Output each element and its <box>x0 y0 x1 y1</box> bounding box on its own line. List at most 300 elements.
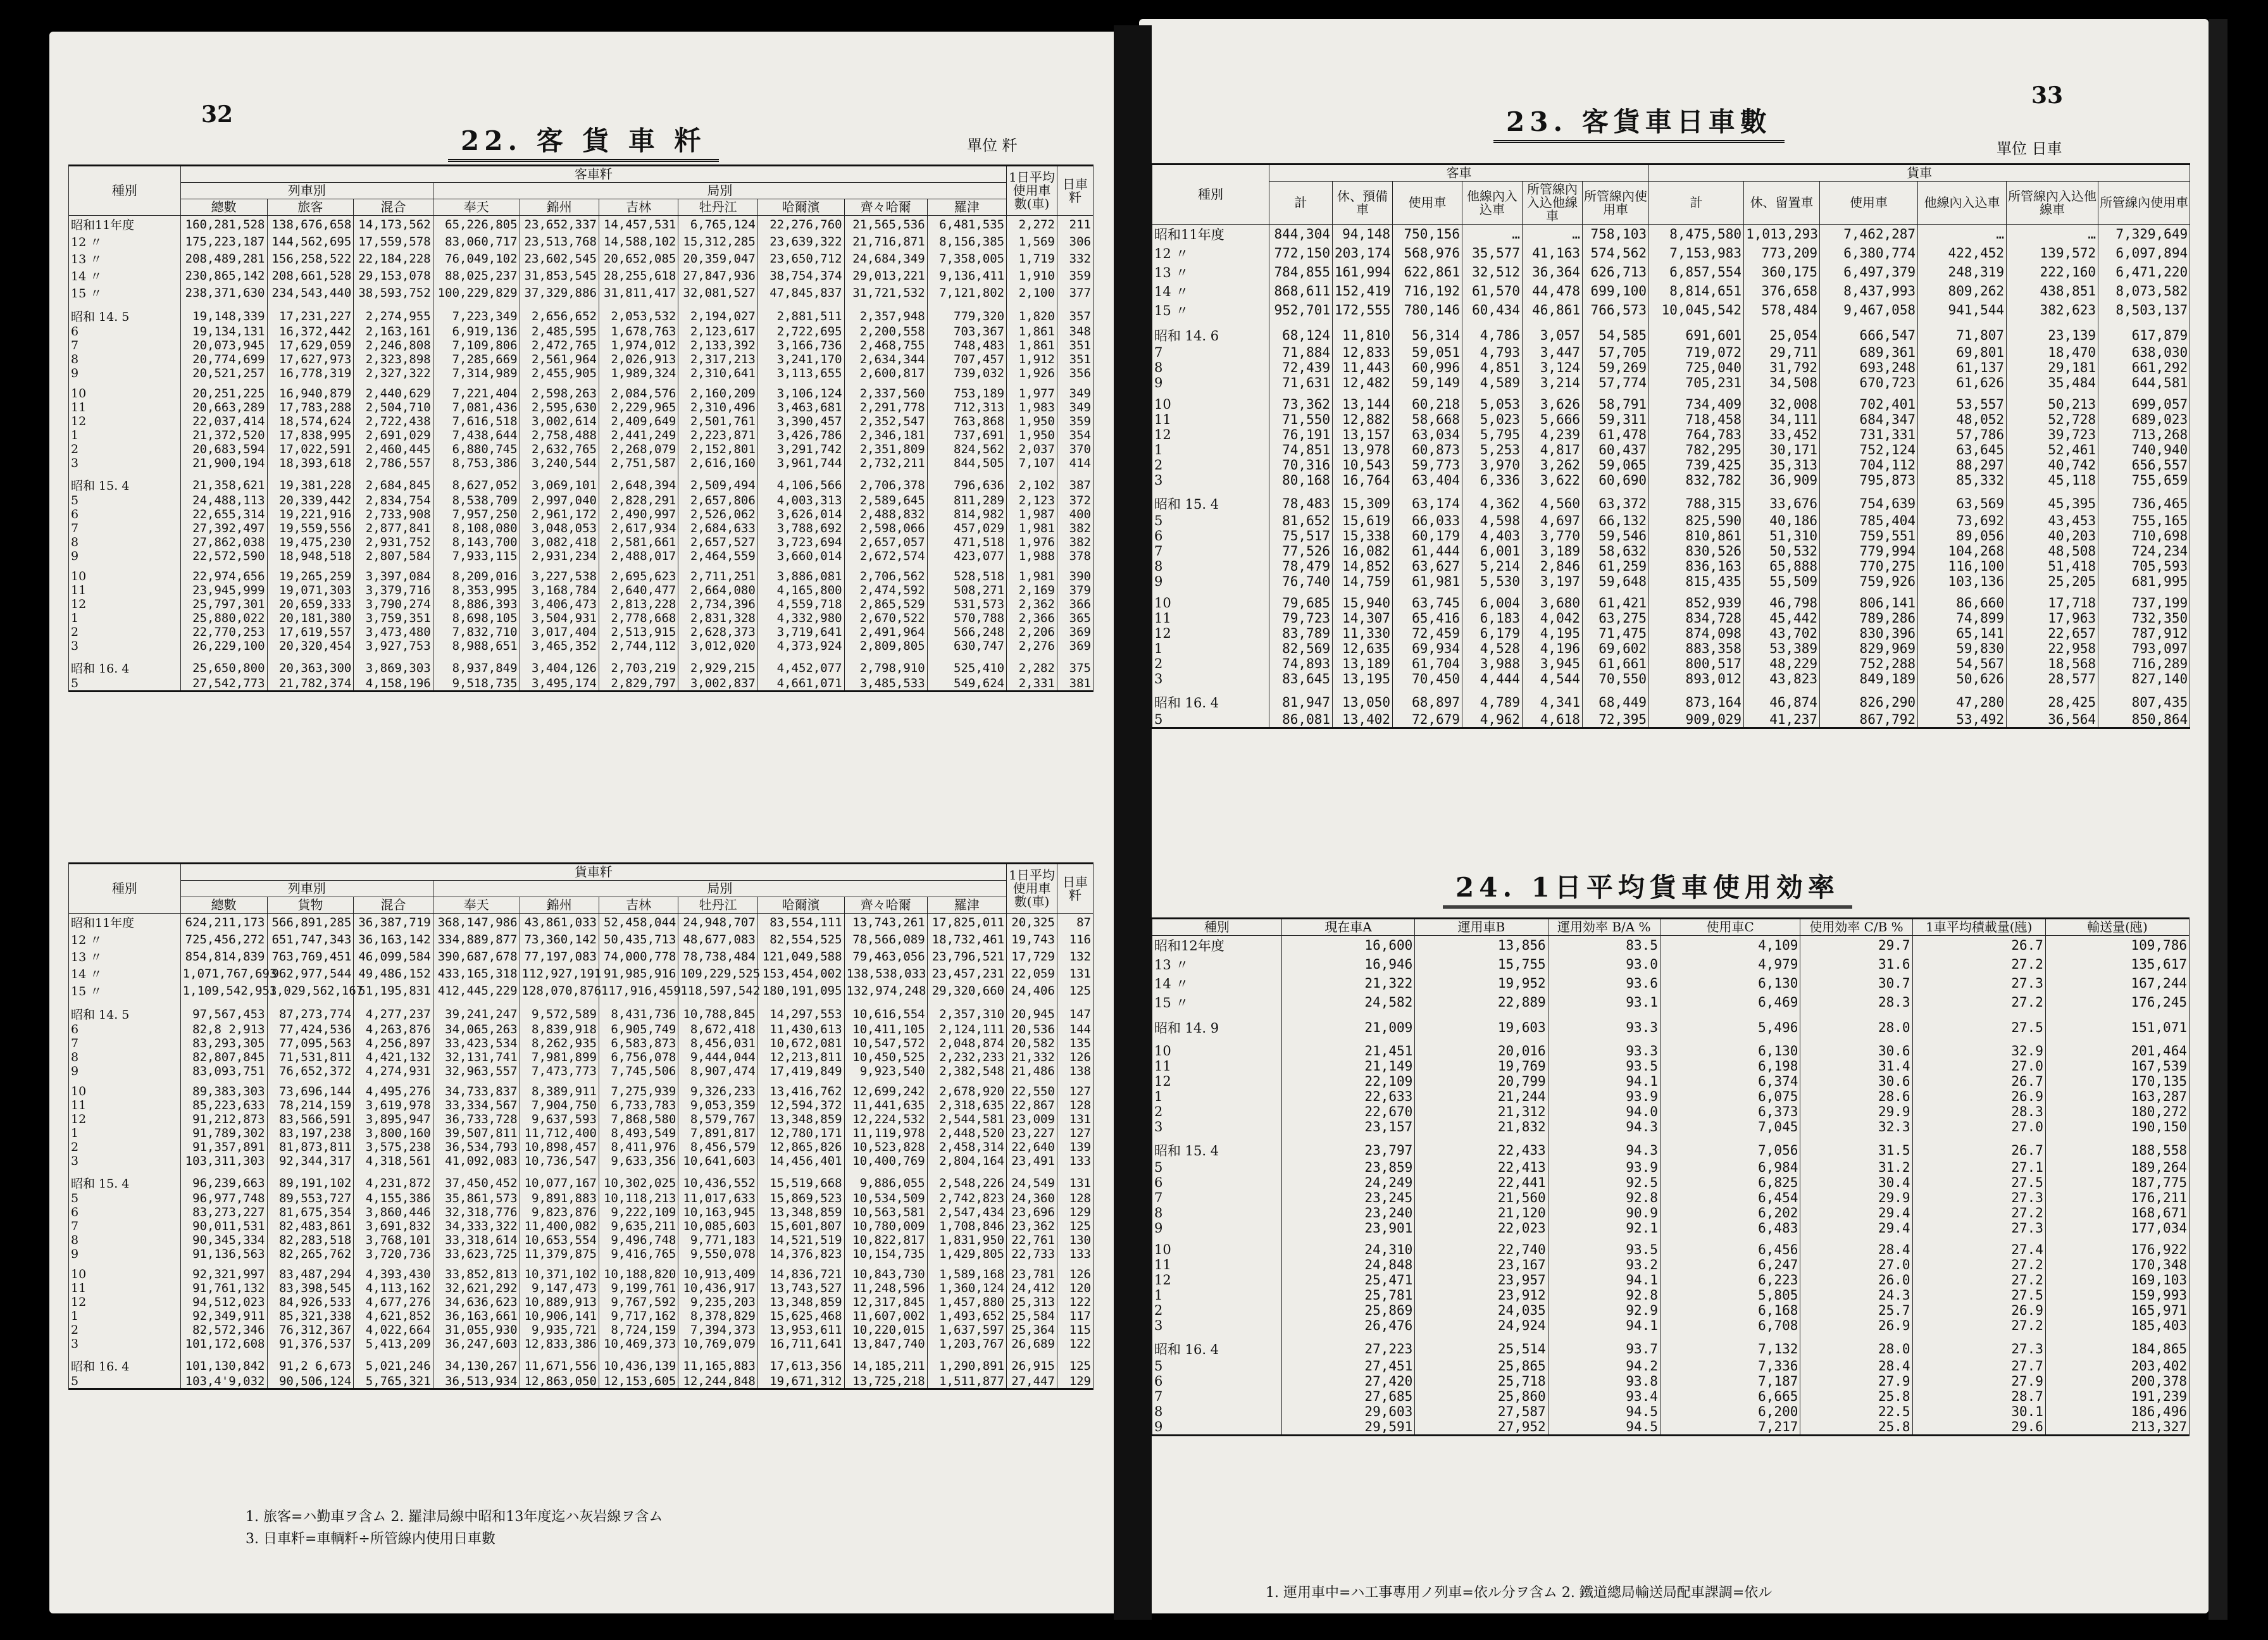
data-cell: 138,538,033 <box>844 965 927 982</box>
data-cell: 8,411,976 <box>599 1140 678 1154</box>
spacer-cell <box>1152 1236 1282 1242</box>
data-cell: 19,221,916 <box>267 507 354 521</box>
spacer-cell <box>1583 390 1649 397</box>
data-cell: 2,223,871 <box>678 428 757 442</box>
spacer-cell <box>267 470 354 476</box>
footnote-left-1: 1. 旅客=ハ勤車ヲ含ム 2. 羅津局線中昭和13年度迄ハ灰岩線ヲ含ム <box>246 1509 663 1525</box>
data-cell: 6,179 <box>1462 626 1523 641</box>
data-cell: 2,133,392 <box>678 339 757 352</box>
data-cell: 22,740 <box>1415 1242 1548 1257</box>
table-row <box>69 1205 1094 1219</box>
table-row <box>1152 671 2190 686</box>
row-label: 15 〃 <box>69 982 181 999</box>
data-cell: 1,831,950 <box>927 1233 1006 1247</box>
column-header: 奉天 <box>433 897 520 914</box>
data-cell: 40,742 <box>2007 457 2098 473</box>
row-label: 11 <box>69 583 181 597</box>
data-cell: 93.7 <box>1548 1339 1660 1358</box>
row-label: 6 <box>1152 1374 1282 1389</box>
data-cell: 8,672,418 <box>678 1022 757 1036</box>
data-cell: 29.4 <box>1800 1221 1912 1236</box>
spacer-cell <box>1415 1012 1548 1018</box>
data-cell: 51,195,831 <box>354 982 433 999</box>
data-cell: 349 <box>1057 387 1093 401</box>
data-cell: 29,320,660 <box>927 982 1006 999</box>
data-cell: 24,848 <box>1281 1257 1414 1272</box>
spacer-cell <box>678 1168 757 1174</box>
spacer-cell <box>1393 686 1462 693</box>
data-cell: 2,468,755 <box>844 339 927 352</box>
spacer-cell <box>1415 1333 1548 1339</box>
data-cell: 32.9 <box>1912 1043 2045 1059</box>
table-row <box>69 569 1094 583</box>
data-cell: 14,588,102 <box>599 233 678 250</box>
table-row <box>69 1112 1094 1126</box>
data-cell: 48,229 <box>1744 656 1820 671</box>
data-cell: 306 <box>1057 233 1093 250</box>
data-cell: 82,283,518 <box>267 1233 354 1247</box>
data-cell: 4,109 <box>1660 936 1800 955</box>
data-cell: 3,927,753 <box>354 639 433 653</box>
table-row <box>69 1154 1094 1168</box>
row-label: 13 〃 <box>69 250 181 267</box>
data-cell: 90,011,531 <box>180 1219 267 1233</box>
data-cell: 52,728 <box>2007 412 2098 427</box>
data-cell: 83,554,111 <box>757 914 844 931</box>
data-cell: 138,676,658 <box>267 216 354 233</box>
data-cell: 382 <box>1057 535 1093 549</box>
data-cell: 50,213 <box>2007 397 2098 412</box>
data-cell: 4,256,897 <box>354 1036 433 1050</box>
data-cell: 1,678,763 <box>599 325 678 339</box>
data-cell: 2,323,898 <box>354 352 433 366</box>
data-cell: 2,807,584 <box>354 549 433 563</box>
data-cell: 12,863,050 <box>520 1374 599 1389</box>
spacer-row <box>69 470 1094 476</box>
page-number-left: 32 <box>201 101 234 128</box>
data-cell: 1,988 <box>1007 549 1057 563</box>
data-cell: 22,109 <box>1281 1074 1414 1089</box>
data-cell: 825,590 <box>1649 513 1744 528</box>
data-cell: 31,811,417 <box>599 284 678 301</box>
column-header: 所管線內使用車 <box>1583 182 1649 225</box>
spacer-cell <box>69 380 181 387</box>
data-cell: 6,198 <box>1660 1059 1800 1074</box>
data-cell: 10,534,509 <box>844 1191 927 1205</box>
column-header: 使用効率 C/B % <box>1800 919 1912 936</box>
data-cell: 4,589 <box>1462 375 1523 390</box>
data-cell: 3,057 <box>1523 326 1583 345</box>
table-row <box>69 1309 1094 1323</box>
data-cell: 739,425 <box>1649 457 1744 473</box>
spacer-cell <box>433 1078 520 1084</box>
data-cell: 190,150 <box>2045 1119 2189 1134</box>
spacer-cell <box>599 301 678 308</box>
spacer-cell <box>1523 589 1583 595</box>
data-cell: 3,465,352 <box>520 639 599 653</box>
data-cell: 15,338 <box>1333 528 1393 544</box>
data-cell: 2,488,832 <box>844 507 927 521</box>
data-cell: 23,796,521 <box>927 948 1006 965</box>
table-row <box>69 387 1094 401</box>
row-label: 1 <box>1152 641 1269 656</box>
table-row <box>1152 225 2190 244</box>
data-cell: 30.4 <box>1800 1175 1912 1190</box>
row-label: 12 〃 <box>69 931 181 948</box>
data-cell: 12,244,848 <box>678 1374 757 1389</box>
data-cell: 8,538,709 <box>433 494 520 507</box>
spacer-cell <box>1800 1037 1912 1043</box>
data-cell: 46,874 <box>1744 693 1820 712</box>
data-cell: 122 <box>1057 1337 1093 1351</box>
data-cell: 16,711,641 <box>757 1337 844 1351</box>
spacer-cell <box>927 563 1006 569</box>
row-label: 昭和 16. 4 <box>1152 1339 1282 1358</box>
data-cell: 351 <box>1057 352 1093 366</box>
spacer-cell <box>1820 390 1918 397</box>
data-cell: 952,701 <box>1269 301 1333 320</box>
data-cell: 3,619,978 <box>354 1098 433 1112</box>
data-cell: 51,418 <box>2007 559 2098 574</box>
data-cell: 93.9 <box>1548 1160 1660 1175</box>
data-cell: 30.6 <box>1800 1074 1912 1089</box>
data-cell: 7,153,983 <box>1649 244 1744 263</box>
data-cell: 2,600,817 <box>844 366 927 380</box>
data-cell: 752,288 <box>1820 656 1918 671</box>
row-label: 5 <box>69 676 181 692</box>
data-cell: 28.7 <box>1912 1389 2045 1404</box>
data-cell: 754,639 <box>1820 494 1918 513</box>
spacer-cell <box>2098 390 2190 397</box>
column-header: 計 <box>1269 182 1333 225</box>
data-cell: 2,931,752 <box>354 535 433 549</box>
data-cell: 21,565,536 <box>844 216 927 233</box>
data-cell: 21,312 <box>1415 1104 1548 1119</box>
spacer-cell <box>520 999 599 1005</box>
data-cell: 3,691,832 <box>354 1219 433 1233</box>
data-cell: 2,657,057 <box>844 535 927 549</box>
row-label: 2 <box>1152 656 1269 671</box>
data-cell: 18,393,618 <box>267 456 354 470</box>
spacer-cell <box>354 1351 433 1357</box>
data-cell: 161,994 <box>1333 263 1393 282</box>
data-cell: 208,661,528 <box>267 267 354 284</box>
data-cell: 531,573 <box>927 597 1006 611</box>
data-cell: 718,458 <box>1649 412 1744 427</box>
data-cell: 4,421,132 <box>354 1050 433 1064</box>
data-cell: 4,661,071 <box>757 676 844 692</box>
data-cell: 412,445,229 <box>433 982 520 999</box>
data-cell: 159,993 <box>2045 1288 2189 1303</box>
data-cell: 1,977 <box>1007 387 1057 401</box>
row-label: 7 <box>1152 345 1269 360</box>
data-cell: 26.9 <box>1912 1303 2045 1318</box>
data-cell: 7,904,750 <box>520 1098 599 1112</box>
spacer-cell <box>757 470 844 476</box>
spacer-cell <box>433 380 520 387</box>
data-cell: 8,579,767 <box>678 1112 757 1126</box>
row-label: 15 〃 <box>69 284 181 301</box>
data-cell: 24,249 <box>1281 1175 1414 1190</box>
data-cell: 4,113,162 <box>354 1281 433 1295</box>
table-row <box>1152 1141 2190 1160</box>
column-header: 吉林 <box>599 897 678 914</box>
data-cell: 61,626 <box>1918 375 2007 390</box>
data-cell: 12,594,372 <box>757 1098 844 1112</box>
data-cell: 79,685 <box>1269 595 1333 611</box>
spacer-cell <box>1057 1168 1093 1174</box>
data-cell: 784,855 <box>1269 263 1333 282</box>
data-cell: 4,528 <box>1462 641 1523 656</box>
data-cell: 2,200,558 <box>844 325 927 339</box>
spacer-cell <box>757 1078 844 1084</box>
data-cell: 27.0 <box>1800 1257 1912 1272</box>
data-cell: 59,149 <box>1393 375 1462 390</box>
row-label: 6 <box>69 325 181 339</box>
table-row <box>69 611 1094 625</box>
spacer-cell <box>678 653 757 659</box>
spacer-cell <box>927 653 1006 659</box>
data-cell: 22,733 <box>1007 1247 1057 1261</box>
table-row <box>1152 626 2190 641</box>
data-cell: 23,240 <box>1281 1205 1414 1221</box>
data-cell: 74,893 <box>1269 656 1333 671</box>
data-cell: 707,457 <box>927 352 1006 366</box>
data-cell: 103,311,303 <box>180 1154 267 1168</box>
spacer-cell <box>1649 320 1744 326</box>
data-cell: 3,291,742 <box>757 442 844 456</box>
data-cell: 21,451 <box>1281 1043 1414 1059</box>
spacer-cell <box>180 1168 267 1174</box>
data-cell: 13,743,261 <box>844 914 927 931</box>
data-cell: 81,652 <box>1269 513 1333 528</box>
spacer-cell <box>2045 1236 2189 1242</box>
data-cell: 3,495,174 <box>520 676 599 692</box>
data-cell: 23,957 <box>1415 1272 1548 1288</box>
data-cell: 10,371,102 <box>520 1267 599 1281</box>
data-cell: 354 <box>1057 428 1093 442</box>
data-cell: 65,141 <box>1918 626 2007 641</box>
data-cell: 188,558 <box>2045 1141 2189 1160</box>
spacer-cell <box>2045 1134 2189 1141</box>
data-cell: 27,451 <box>1281 1358 1414 1374</box>
data-cell: 3,397,084 <box>354 569 433 583</box>
data-cell: 874,098 <box>1649 626 1744 641</box>
data-cell: 8,839,918 <box>520 1022 599 1036</box>
data-cell: 20,945 <box>1007 1005 1057 1022</box>
spacer-cell <box>1800 1012 1912 1018</box>
column-header: 使用車 <box>1820 182 1918 225</box>
data-cell: 24,948,707 <box>678 914 757 931</box>
spacer-cell <box>1057 653 1093 659</box>
table-row <box>69 583 1094 597</box>
data-cell: 17,629,059 <box>267 339 354 352</box>
data-cell: 36,733,728 <box>433 1112 520 1126</box>
data-cell: 91,212,873 <box>180 1112 267 1126</box>
data-cell: 4,621,852 <box>354 1309 433 1323</box>
data-cell: 94.2 <box>1548 1358 1660 1374</box>
data-cell: 14,376,823 <box>757 1247 844 1261</box>
data-cell: 830,526 <box>1649 544 1744 559</box>
data-cell: 25,313 <box>1007 1295 1057 1309</box>
spacer-cell <box>1057 563 1093 569</box>
row-label: 7 <box>69 1219 181 1233</box>
data-cell: 109,786 <box>2045 936 2189 955</box>
data-cell: 19,743 <box>1007 931 1057 948</box>
data-cell: 8,937,849 <box>433 659 520 676</box>
data-cell: 2,053,532 <box>599 308 678 325</box>
data-cell: 3,504,931 <box>520 611 599 625</box>
data-cell: 45,442 <box>1744 611 1820 626</box>
data-cell: 703,367 <box>927 325 1006 339</box>
data-cell: 748,483 <box>927 339 1006 352</box>
data-cell: 31.2 <box>1800 1160 1912 1175</box>
data-cell: 3,197 <box>1523 574 1583 589</box>
data-cell: 10,563,581 <box>844 1205 927 1219</box>
table-row <box>1152 559 2190 574</box>
data-cell: 6,857,554 <box>1649 263 1744 282</box>
row-label: 12 <box>69 414 181 428</box>
data-cell: 19,671,312 <box>757 1374 844 1389</box>
data-cell: 359 <box>1057 267 1093 284</box>
data-cell: 175,223,187 <box>180 233 267 250</box>
spacer-cell <box>1548 1236 1660 1242</box>
table-row <box>1152 955 2190 974</box>
data-cell: 48,508 <box>2007 544 2098 559</box>
row-label: 昭和 14. 5 <box>69 308 181 325</box>
data-cell: 25,880,022 <box>180 611 267 625</box>
data-cell: 25,584 <box>1007 1309 1057 1323</box>
data-cell: 63,275 <box>1583 611 1649 626</box>
data-cell: 104,268 <box>1918 544 2007 559</box>
data-cell: 750,156 <box>1393 225 1462 244</box>
spacer-cell <box>927 999 1006 1005</box>
data-cell: 2,997,040 <box>520 494 599 507</box>
spacer-cell <box>1744 589 1820 595</box>
data-cell: 849,189 <box>1820 671 1918 686</box>
data-cell: 93.3 <box>1548 1018 1660 1037</box>
data-cell: 3,426,786 <box>757 428 844 442</box>
data-cell: 2,931,234 <box>520 549 599 563</box>
row-label: 2 <box>1152 457 1269 473</box>
data-cell: 725,456,272 <box>180 931 267 948</box>
data-cell: 82,483,861 <box>267 1219 354 1233</box>
data-cell: 12,635 <box>1333 641 1393 656</box>
data-cell: 689,023 <box>2098 412 2190 427</box>
data-cell: 23,859 <box>1281 1160 1414 1175</box>
data-cell: 17,825,011 <box>927 914 1006 931</box>
data-cell: 21,244 <box>1415 1089 1548 1104</box>
data-cell: 94.3 <box>1548 1141 1660 1160</box>
spacer-cell <box>354 1078 433 1084</box>
data-cell: 90,345,334 <box>180 1233 267 1247</box>
data-cell: 169,103 <box>2045 1272 2189 1288</box>
data-cell: 59,051 <box>1393 345 1462 360</box>
data-cell: 86,081 <box>1269 712 1333 728</box>
data-cell: 130 <box>1057 1233 1093 1247</box>
data-cell: 30,171 <box>1744 442 1820 457</box>
data-cell: 27.2 <box>1912 993 2045 1012</box>
data-cell: 3,227,538 <box>520 569 599 583</box>
data-cell: 29,711 <box>1744 345 1820 360</box>
data-cell: 10,736,547 <box>520 1154 599 1168</box>
row-label: 11 <box>1152 1059 1282 1074</box>
data-cell: 88,025,237 <box>433 267 520 284</box>
data-cell: 34,065,263 <box>433 1022 520 1036</box>
spacer-cell <box>844 999 927 1005</box>
data-cell: 94.5 <box>1548 1404 1660 1419</box>
table-row <box>1152 1242 2190 1257</box>
data-cell: 89,191,102 <box>267 1174 354 1191</box>
data-cell: 2,310,496 <box>678 401 757 414</box>
data-cell: 34,111 <box>1744 412 1820 427</box>
spacer-cell <box>433 999 520 1005</box>
spacer-cell <box>1523 488 1583 494</box>
data-cell: 27.5 <box>1912 1175 2045 1190</box>
data-cell: 1,912 <box>1007 352 1057 366</box>
data-cell: 28.4 <box>1800 1242 1912 1257</box>
data-cell: 23,139 <box>2007 326 2098 345</box>
data-cell: 69,602 <box>1583 641 1649 656</box>
data-cell: 78,566,089 <box>844 931 927 948</box>
data-cell: 7,473,773 <box>520 1064 599 1078</box>
data-cell: 17,718 <box>2007 595 2098 611</box>
data-cell: 24,310 <box>1281 1242 1414 1257</box>
data-cell: 844,304 <box>1269 225 1333 244</box>
spacer-cell <box>1912 1236 2045 1242</box>
data-cell: 16,946 <box>1281 955 1414 974</box>
data-cell: 7,221,404 <box>433 387 520 401</box>
data-cell: 4,697 <box>1523 513 1583 528</box>
left-page <box>49 32 1125 1613</box>
data-cell: 6,202 <box>1660 1205 1800 1221</box>
table-row <box>1152 282 2190 301</box>
data-cell: 27.9 <box>1912 1374 2045 1389</box>
data-cell: 12,833,386 <box>520 1337 599 1351</box>
row-label: 9 <box>69 549 181 563</box>
data-cell: 5,666 <box>1523 412 1583 427</box>
data-cell: 28.3 <box>1912 1104 2045 1119</box>
data-cell: 14,185,211 <box>844 1357 927 1374</box>
data-cell: 2,846 <box>1523 559 1583 574</box>
data-cell: 2,268,079 <box>599 442 678 456</box>
data-cell: 4,042 <box>1523 611 1583 626</box>
column-header: 齊々哈爾 <box>844 897 927 914</box>
data-cell: 10,822,817 <box>844 1233 927 1247</box>
table-row <box>69 308 1094 325</box>
data-cell: 61,137 <box>1918 360 2007 375</box>
data-cell: 116 <box>1057 931 1093 948</box>
data-cell: 3,447 <box>1523 345 1583 360</box>
data-cell: 5,530 <box>1462 574 1523 589</box>
data-cell: 51,310 <box>1744 528 1820 544</box>
data-cell: 93.8 <box>1548 1374 1660 1389</box>
data-cell: 2,617,934 <box>599 521 678 535</box>
data-cell: … <box>1523 225 1583 244</box>
data-cell: 4,979 <box>1660 955 1800 974</box>
data-cell: 3,069,101 <box>520 476 599 494</box>
data-cell: 147 <box>1057 1005 1093 1022</box>
data-cell: 7,394,373 <box>678 1323 757 1337</box>
table-row <box>69 948 1094 965</box>
spacer-cell <box>1548 1134 1660 1141</box>
data-cell: 6,456 <box>1660 1242 1800 1257</box>
data-cell: 26,476 <box>1281 1318 1414 1333</box>
data-cell: 578,484 <box>1744 301 1820 320</box>
row-label: 昭和 15. 4 <box>1152 1141 1282 1160</box>
data-cell: 1,719 <box>1007 250 1057 267</box>
data-cell: 830,396 <box>1820 626 1918 641</box>
